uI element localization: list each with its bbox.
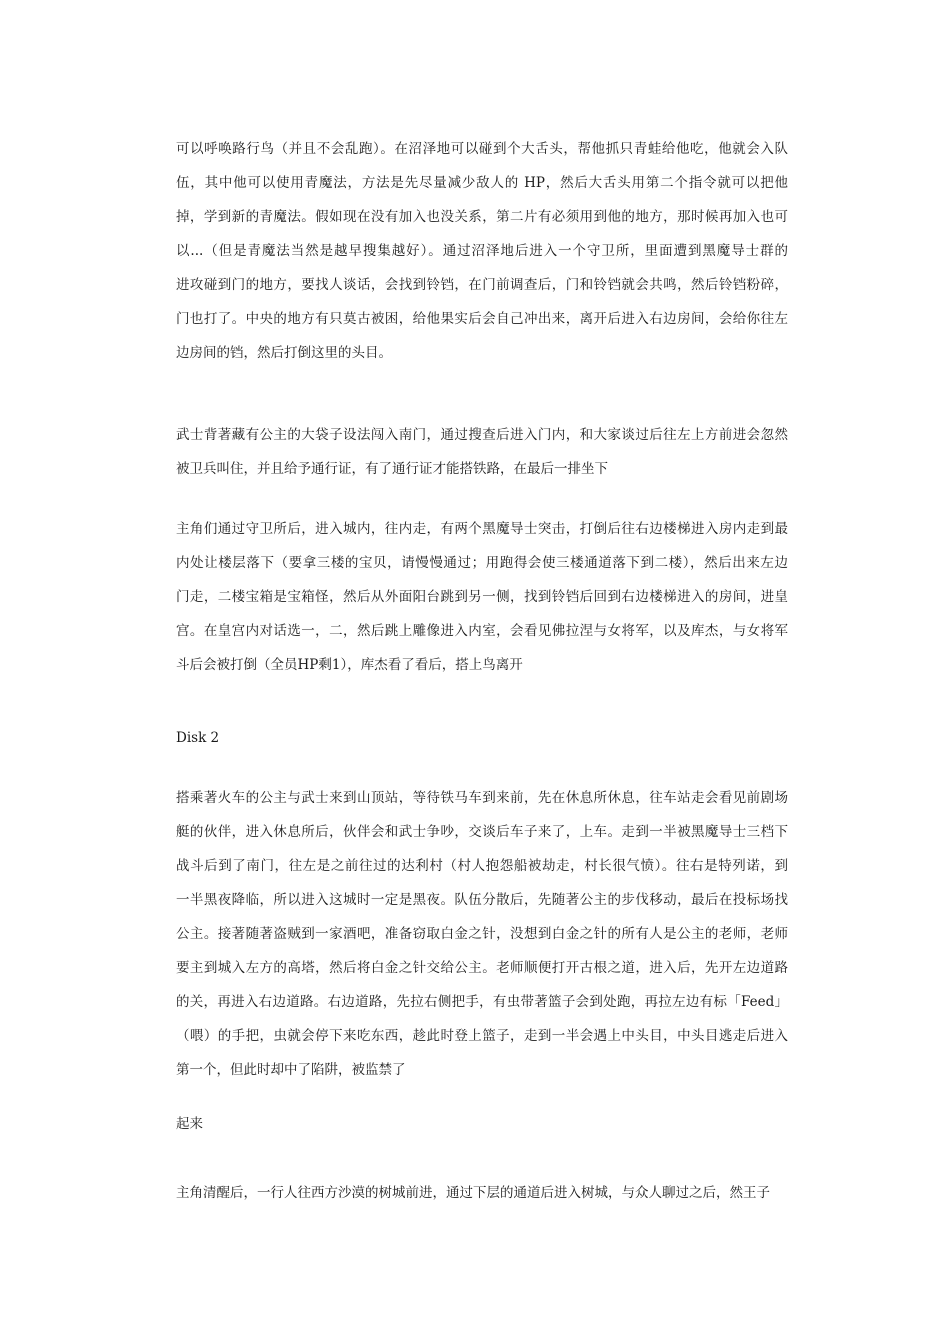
paragraph <box>176 1107 788 1141</box>
text-line: （喂）的手把，虫就会停下来吃东西，趁此时登上篮子，走到一半会遇上中头目，中头目逃走后进入 <box>176 1028 788 1044</box>
paragraph <box>176 132 788 370</box>
paragraph <box>176 512 788 682</box>
text-line: 掉，学到新的青魔法。假如现在没有加入也没关系，第二片有必须用到他的地方，那时候再加入也可 <box>176 209 788 225</box>
text-line: 宫。在皇宫内对话选一，二，然后跳上雕像进入内室，会看见佛拉涅与女将军，以及库杰，与女将军 <box>176 623 788 639</box>
text-line: 一半黑夜降临，所以进入这城时一定是黑夜。队伍分散后，先随著公主的步伐移动，最后在投标场找 <box>176 892 788 908</box>
text-line: 可以呼唤路行鸟（并且不会乱跑）。在沼泽地可以碰到个大舌头，帮他抓只青蛙给他吃，他就会入队 <box>176 141 788 157</box>
paragraph <box>176 721 788 755</box>
text-line: 门也打了。中央的地方有只莫古被困，给他果实后会自己冲出来，离开后进入右边房间，会给你往左 <box>176 311 788 327</box>
text-line: 边房间的铛，然后打倒这里的头目。 <box>176 345 392 361</box>
text-line: 门走，二楼宝箱是宝箱怪，然后从外面阳台跳到另一侧，找到铃铛后回到右边楼梯进入的房间，进皇 <box>176 589 788 605</box>
paragraph <box>176 1176 788 1210</box>
text-line: 搭乘著火车的公主与武士来到山顶站，等待铁马车到来前，先在休息所休息，往车站走会看见前剧场 <box>176 790 788 806</box>
text-line: Disk 2 <box>176 730 220 746</box>
paragraph <box>176 781 788 1087</box>
text-line: 以...（但是青魔法当然是越早搜集越好）。通过沼泽地后进入一个守卫所，里面遭到黑魔导士群的 <box>176 243 788 259</box>
text-line: 的关，再进入右边道路。右边道路，先拉右侧把手，有虫带著篮子会到处跑，再拉左边有标「Feed」 <box>176 994 788 1010</box>
text-line: 武士背著藏有公主的大袋子设法闯入南门，通过搜查后进入门内，和大家谈过后往左上方前进会忽然 <box>176 427 788 443</box>
text-line: 起来 <box>176 1116 203 1132</box>
text-line: 公主。接著随著盗贼到一家酒吧，准备窃取白金之针，没想到白金之针的所有人是公主的老师，老师 <box>176 926 788 942</box>
text-line: 要主到城入左方的高塔，然后将白金之针交给公主。老师顺便打开古根之道，进入后，先开左边道路 <box>176 960 788 976</box>
text-line: 第一个，但此时却中了陷阱，被监禁了 <box>176 1062 406 1078</box>
text-line: 主角们通过守卫所后，进入城内，往内走，有两个黑魔导士突击，打倒后往右边楼梯进入房内走到最 <box>176 521 788 537</box>
text-line: 斗后会被打倒（全员HP剩1），库杰看了看后，搭上鸟离开 <box>176 657 523 673</box>
text-line: 进攻碰到门的地方，要找人谈话，会找到铃铛，在门前调查后，门和铃铛就会共鸣，然后铃铛粉碎， <box>176 277 788 293</box>
text-line: 内处让楼层落下（要拿三楼的宝贝，请慢慢通过；用跑得会使三楼通道落下到二楼），然后出来左边 <box>176 555 788 571</box>
text-line: 战斗后到了南门，往左是之前往过的达利村（村人抱怨船被劫走，村长很气愤）。往右是特列诺，到 <box>176 858 788 874</box>
paragraph <box>176 418 788 486</box>
text-line: 伍，其中他可以使用青魔法，方法是先尽量减少敌人的 HP，然后大舌头用第二个指令就可以把他 <box>176 175 788 191</box>
text-line: 主角清醒后，一行人往西方沙漠的树城前进，通过下层的通道后进入树城，与众人聊过之后，然王子 <box>176 1185 770 1201</box>
text-line: 被卫兵叫住，并且给予通行证，有了通行证才能搭铁路，在最后一排坐下 <box>176 461 608 477</box>
text-line: 艇的伙伴，进入休息所后，伙伴会和武士争吵，交谈后车子来了，上车。走到一半被黑魔导士三档下 <box>176 824 788 840</box>
